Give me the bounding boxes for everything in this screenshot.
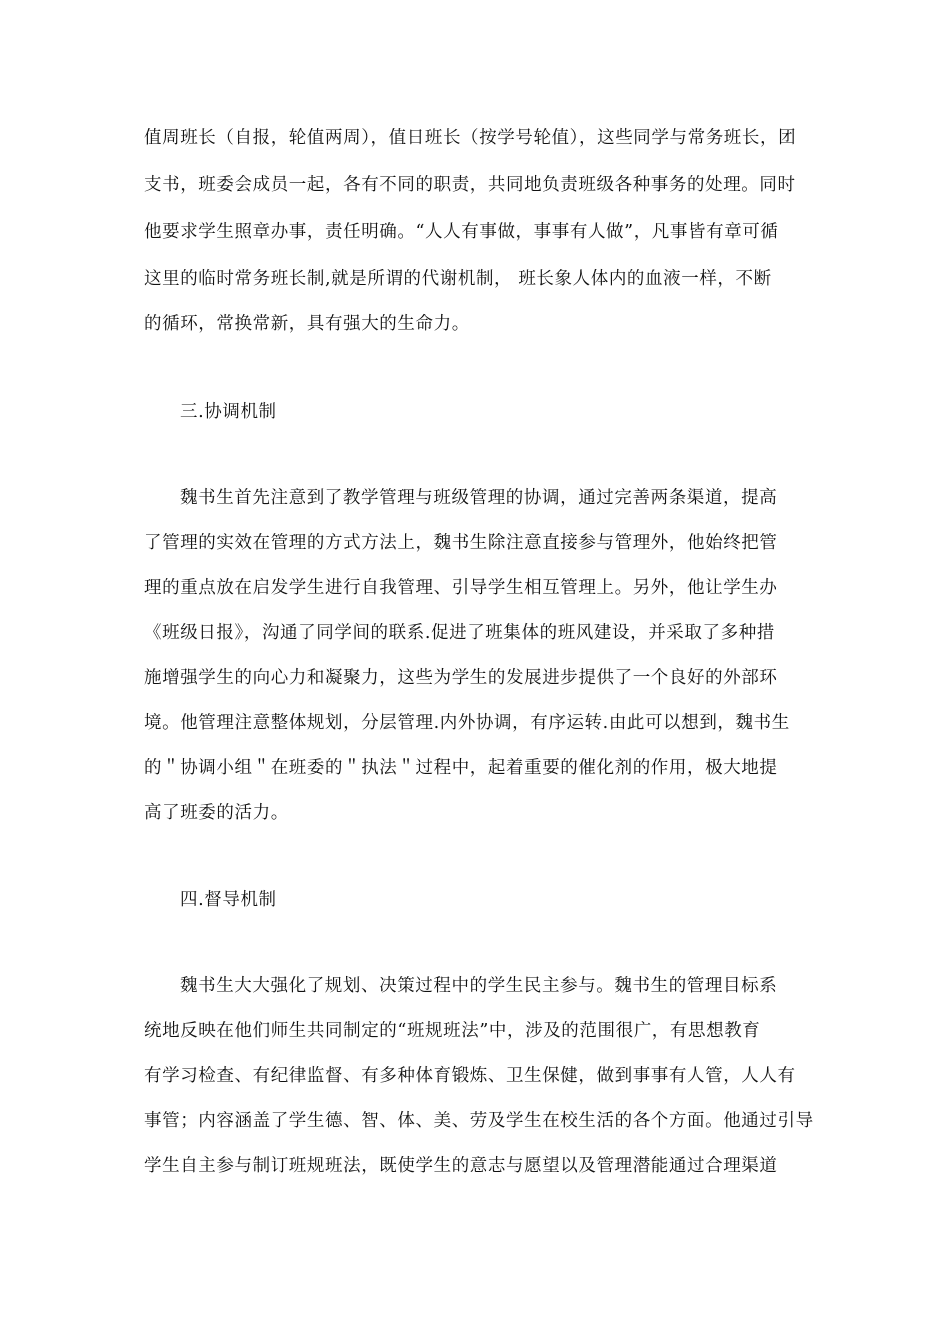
text-line: 有学习检查、有纪律监督、有多种体育锻炼、卫生保健，做到事事有人管，人人有: [144, 1066, 796, 1086]
section-heading-coordination: 三.协调机制: [180, 402, 277, 422]
text-line: 的＂协调小组＂在班委的＂执法＂过程中，起着重要的催化剂的作用，极大地提: [144, 758, 778, 778]
text-line: 事管；内容涵盖了学生德、智、体、美、劳及学生在校生活的各个方面。他通过引导: [144, 1111, 814, 1131]
text-line: 魏书生大大强化了规划、决策过程中的学生民主参与。魏书生的管理目标系: [180, 976, 778, 996]
text-line: 理的重点放在启发学生进行自我管理、引导学生相互管理上。另外，他让学生办: [144, 578, 778, 598]
text-line: 学生自主参与制订班规班法，既使学生的意志与愿望以及管理潜能通过合理渠道: [144, 1156, 778, 1176]
text-line: 境。他管理注意整体规划，分层管理.内外协调，有序运转.由此可以想到，魏书生: [144, 713, 790, 733]
text-line: 这里的临时常务班长制,就是所谓的代谢机制， 班长象人体内的血液一样，不断: [144, 269, 772, 289]
text-line: 魏书生首先注意到了教学管理与班级管理的协调，通过完善两条渠道，提高: [180, 488, 778, 508]
text-line: 支书，班委会成员一起，各有不同的职责，共同地负责班级各种事务的处理。同时: [144, 175, 796, 195]
text-line: 施增强学生的向心力和凝聚力，这些为学生的发展进步提供了一个良好的外部环: [144, 668, 778, 688]
text-line: 统地反映在他们师生共同制定的“班规班法”中，涉及的范围很广，有思想教育: [144, 1021, 761, 1041]
section-heading-supervision: 四.督导机制: [180, 890, 277, 910]
text-line: 高了班委的活力。: [144, 803, 289, 823]
text-line: 他要求学生照章办事，责任明确。“人人有事做，事事有人做”，凡事皆有章可循: [144, 222, 779, 242]
text-line: 《班级日报》，沟通了同学间的联系.促进了班集体的班风建设，并采取了多种措: [144, 623, 775, 643]
text-line: 了管理的实效在管理的方式方法上，魏书生除注意直接参与管理外，他始终把管: [144, 533, 778, 553]
text-line: 的循环，常换常新，具有强大的生命力。: [144, 314, 470, 334]
text-line: 值周班长（自报，轮值两周），值日班长（按学号轮值），这些同学与常务班长，团: [144, 128, 797, 148]
